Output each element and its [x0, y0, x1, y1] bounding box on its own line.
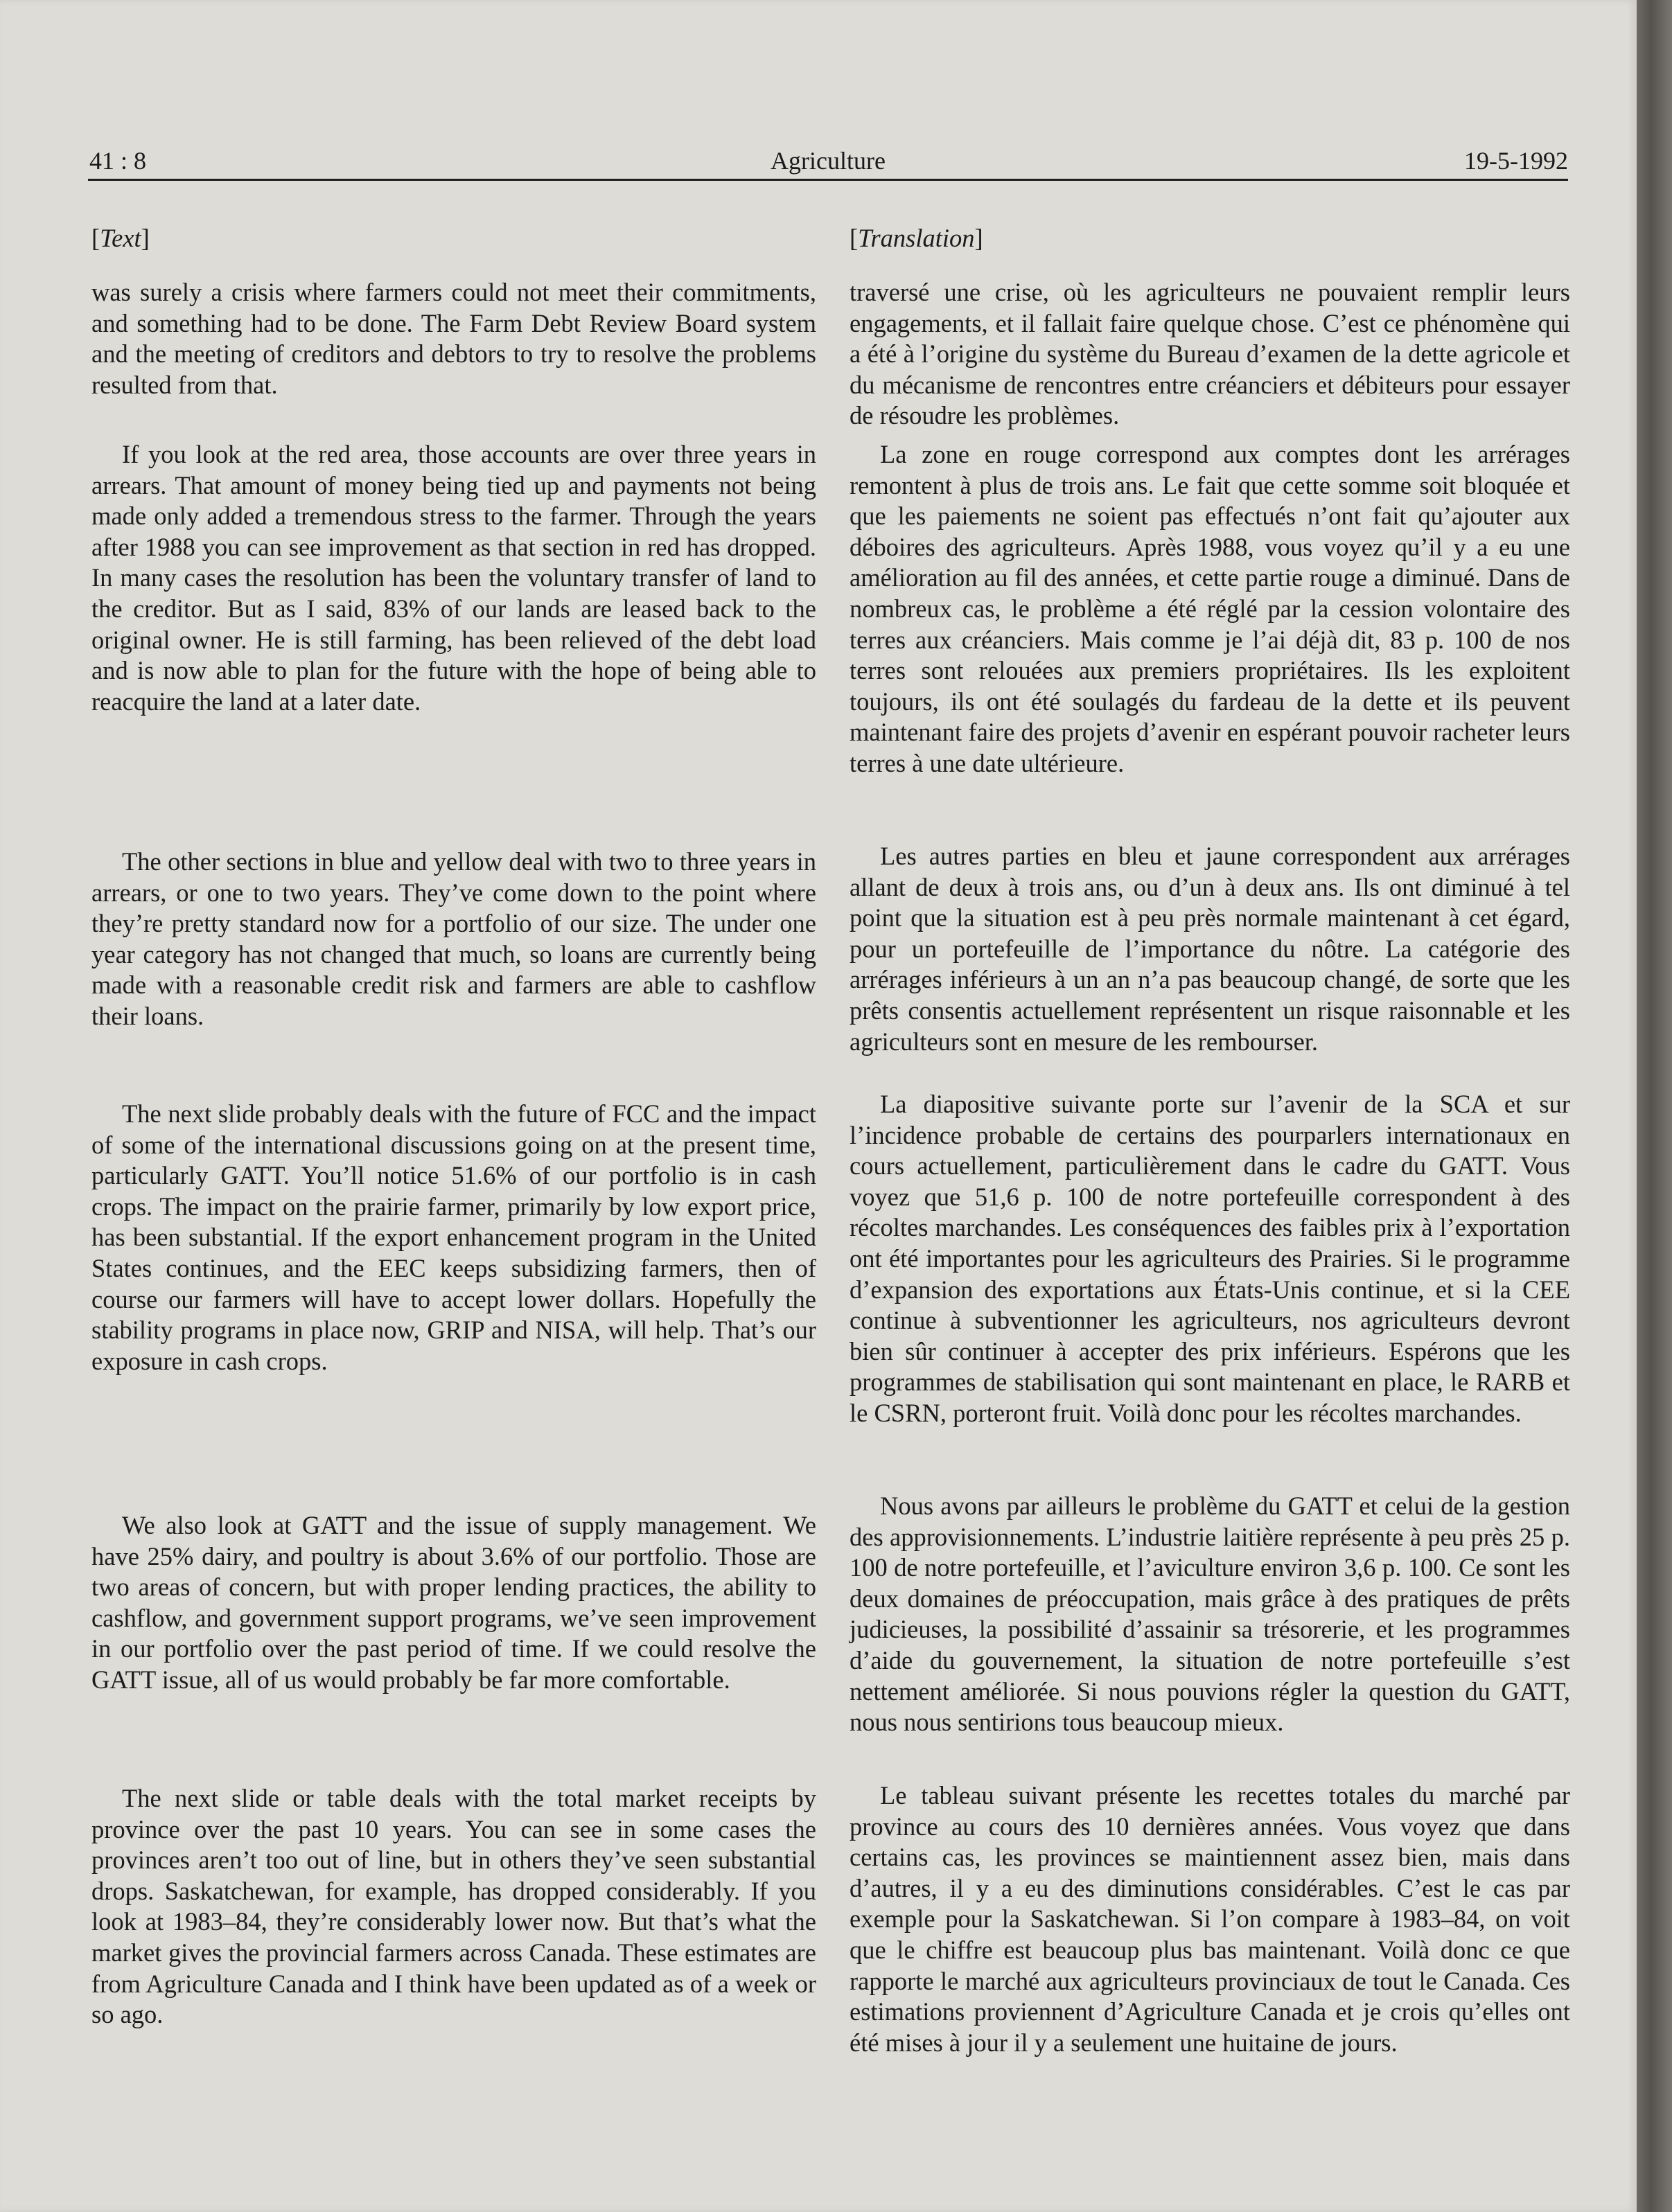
- column-label-translation: [Translation]: [850, 224, 983, 252]
- paragraph: If you look at the red area, those accounts are over three years in arrears. That amount of money being tied up and payments not being made only added a tremendous stress to the farmer. Through the years after 1988 you can see improvement as that section in red has dropped. In many cases the resolution has been the voluntary transfer of land to the creditor. But as I said, 83% of our lands are leased back to the original owner. He is still farming, has been relieved of the debt load and is now able to plan for the future with the hope of being able to reacquire the land at a later date.: [91, 440, 816, 716]
- paragraph: The other sections in blue and yellow deal with two to three years in arrears, or one to two years. They’ve come down to the point where they’re pretty standard now for a portfolio of our size. The under one year category has not changed that much, so loans are currently being made with a reasonable credit risk and farmers are able to cashflow their loans.: [91, 847, 816, 1030]
- page-header: [88, 139, 1568, 181]
- column-label-text: [Text]: [91, 224, 150, 252]
- paragraph: Nous avons par ailleurs le problème du GATT et celui de la gestion des approvisionnements. L’industrie laitière représente à peu près 25 p. 100 de notre portefeuille, et l’aviculture environ 3,6 p. 100. Ce sont les deux domaines de préoccupation, mais grâce à des pratiques de prêts judicieuses, la possibilité d’assainir sa trésorerie, et les programmes d’aide du gouvernement, la situation de notre portefeuille s’est nettement améliorée. Si nous pouvions régler la question du GATT, nous nous sentirions tous beaucoup mieux.: [850, 1492, 1570, 1737]
- paragraph: Le tableau suivant présente les recettes totales du marché par province au cours des 10 dernières années. Vous voyez que dans certains cas, les provinces se maintiennent assez bien, mais dans d’autres, il y a eu des diminutions considérables. C’est le cas par exemple pour la Saskatchewan. Si l’on compare à 1983–84, on voit que le chiffre est beaucoup plus bas maintenant. Voilà donc ce que rapporte le marché aux agriculteurs provinciaux de tout le Canada. Ces estimations proviennent d’Agriculture Canada et je crois qu’elles ont été mises à jour il y a seulement une huitaine de jours.: [850, 1781, 1570, 2057]
- french-translation-column: [850, 223, 1570, 2057]
- paragraph: was surely a crisis where farmers could not meet their commitments, and something had to be done. The Farm Debt Review Board system and the meeting of creditors and debtors to try to resolve the problems resulted from that.: [91, 278, 816, 399]
- paragraph: traversé une crise, où les agriculteurs ne pouvaient remplir leurs engagements, et il fallait faire quelque chose. C’est ce phénomène qui a été à l’origine du système du Bureau d’examen de la dette agricole et du mécanisme de rencontres entre créanciers et débiteurs pour essayer de résoudre les problèmes.: [850, 278, 1570, 430]
- paragraph: The next slide or table deals with the total market receipts by province over the past 10 years. You can see in some cases the provinces aren’t too out of line, but in others they’ve seen substantial drops. Saskatchewan, for example, has dropped considerably. If you look at 1983–84, they’re considerably lower now. But that’s what the market gives the provincial farmers across Canada. These estimates are from Agriculture Canada and I think have been updated as of a week or so ago.: [91, 1784, 816, 2029]
- paragraph: The next slide probably deals with the future of FCC and the impact of some of the international discussions going on at the present time, particularly GATT. You’ll notice 51.6% of our portfolio is in cash crops. The impact on the prairie farmer, primarily by low export price, has been substantial. If the export enhancement program in the United States continues, and the EEC keeps subsidizing farmers, then of course our farmers will have to accept lower dollars. Hopefully the stability programs in place now, GRIP and NISA, will help. That’s our exposure in cash crops.: [91, 1099, 816, 1375]
- paragraph: La diapositive suivante porte sur l’avenir de la SCA et sur l’incidence probable de certains des pourparlers internationaux en cours actuellement, particulièrement dans le cadre du GATT. Vous voyez que 51,6 p. 100 de notre portefeuille correspondent à des récoltes marchandes. Les conséquences des faibles prix à l’exportation ont été importantes pour les agriculteurs des Prairies. Si le programme d’expansion des exportations aux États-Unis continue, et si la CEE continue à subventionner les agriculteurs, nos agriculteurs devront bien sûr continuer à accepter des prix inférieurs. Espérons que les programmes de stabilisation qui sont maintenant en place, le RARB et le CSRN, porteront fruit. Voilà donc pour les récoltes marchandes.: [850, 1090, 1570, 1427]
- column-label-translation-value: Translation: [858, 224, 975, 252]
- page-title: Agriculture: [771, 147, 886, 175]
- paragraph: Les autres parties en bleu et jaune correspondent aux arrérages allant de deux à trois ans, ou d’un à deux ans. Ils ont diminué à tel point que la situation est à peu près normale maintenant à cet égard, pour un portefeuille de l’importance du nôtre. La catégorie des arrérages inférieurs à un an n’a pas beaucoup changé, de sorte que les prêts consentis actuellement représentent un risque raisonnable et les agriculteurs sont en mesure de les rembourser.: [850, 842, 1570, 1056]
- paragraph: We also look at GATT and the issue of supply management. We have 25% dairy, and poultry is about 3.6% of our portfolio. Those are two areas of concern, but with proper lending practices, the ability to cashflow, and government support programs, we’ve seen improvement in our portfolio over the past period of time. If we could resolve the GATT issue, all of us would probably be far more comfortable.: [91, 1511, 816, 1694]
- page-reference: 41 : 8: [89, 147, 147, 175]
- page-date: 19-5-1992: [1464, 147, 1568, 175]
- scan-edge-shadow: [1637, 0, 1672, 2212]
- english-text-column: [91, 223, 816, 2029]
- paragraph: La zone en rouge correspond aux comptes dont les arrérages remontent à plus de trois ans. Le fait que cette somme soit bloquée et que les paiements ne soient pas effectués n’ont fait qu’ajouter aux déboires des agriculteurs. Après 1988, vous voyez qu’il y a eu une amélioration au fil des années, et cette partie rouge a diminué. Dans de nombreux cas, le problème a été réglé par la cession volontaire des terres aux créanciers. Mais comme je l’ai déjà dit, 83 p. 100 de nos terres sont relouées aux premiers propriétaires. Ils les exploitent toujours, ils ont été soulagés du fardeau de la dette et ils peuvent maintenant faire des projets d’avenir en espérant pouvoir racheter leurs terres à une date ultérieure.: [850, 440, 1570, 777]
- column-label-text-value: Text: [100, 224, 141, 252]
